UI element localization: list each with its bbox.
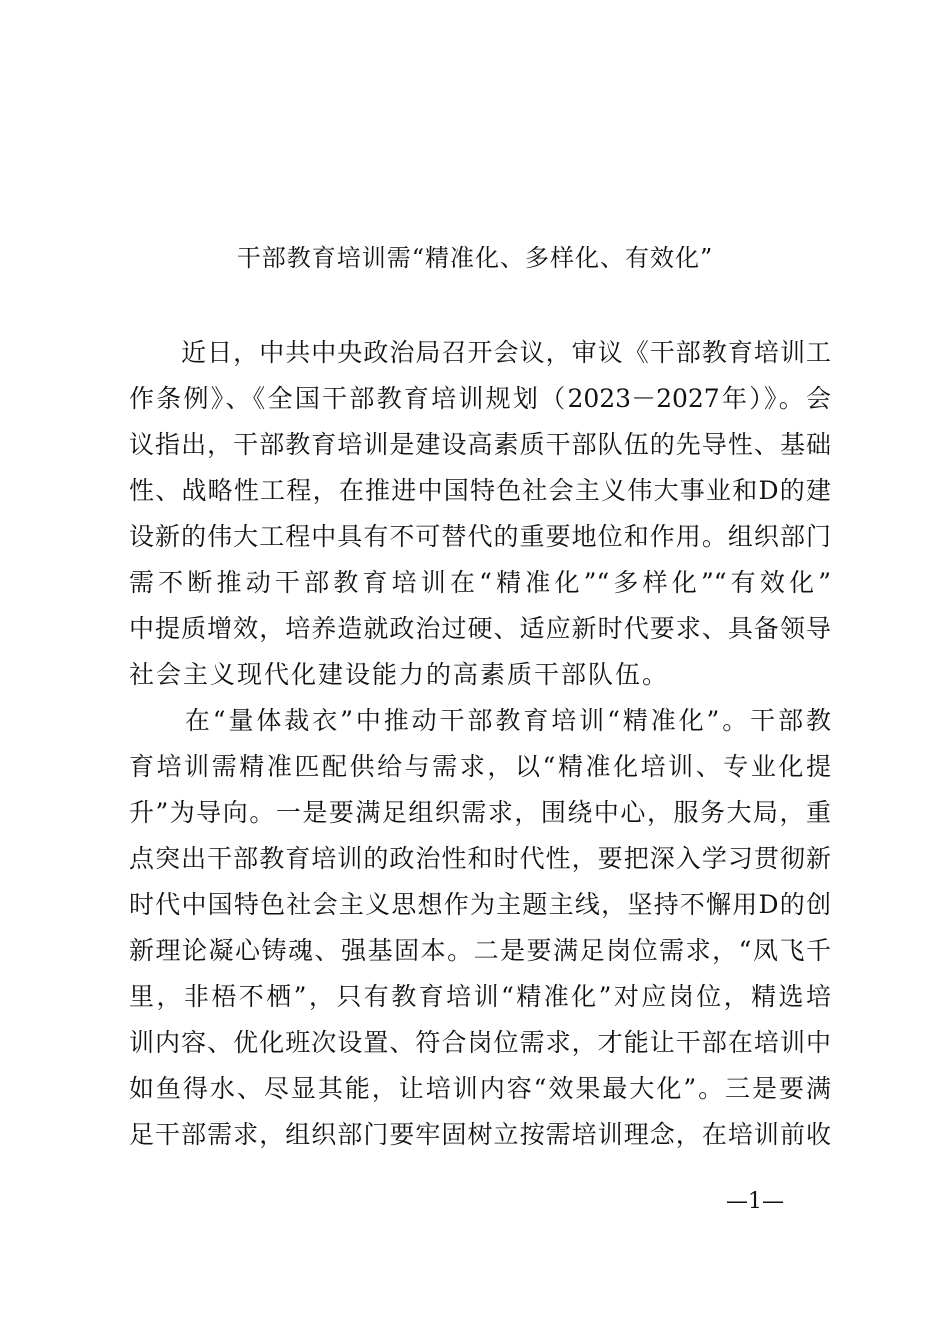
paragraph-2	[129, 698, 831, 1158]
text-line: 升”为导向。一是要满足组织需求，围绕中心，服务大局，重	[129, 798, 831, 827]
text-line: 如鱼得水、尽显其能，让培训内容“效果最大化”。三是要满	[129, 1074, 831, 1103]
text-line: 需不断推动干部教育培训在“精准化”“多样化”“有效化”	[129, 568, 831, 597]
text-line: 议指出，干部教育培训是建设高素质干部队伍的先导性、基础	[129, 430, 831, 459]
page-number: —1—	[726, 1189, 784, 1214]
text-line: 时代中国特色社会主义思想作为主题主线，坚持不懈用D的创	[129, 890, 831, 919]
text-line: 在“量体裁衣”中推动干部教育培训“精准化”。干部教	[129, 706, 831, 735]
text-line: 足干部需求，组织部门要牢固树立按需培训理念，在培训前收	[129, 1120, 831, 1149]
document-title: 干部教育培训需“精准化、多样化、有效化”	[236, 244, 714, 272]
text-line: 社会主义现代化建设能力的高素质干部队伍。	[129, 660, 670, 689]
text-line: 育培训需精准匹配供给与需求，以“精准化培训、专业化提	[129, 752, 831, 781]
text-line: 点突出干部教育培训的政治性和时代性，要把深入学习贯彻新	[129, 844, 831, 873]
text-line: 里，非梧不栖”，只有教育培训“精准化”对应岗位，精选培	[129, 982, 831, 1011]
text-line: 新理论凝心铸魂、强基固本。二是要满足岗位需求，“凤飞千	[129, 936, 831, 965]
text-line: 性、战略性工程，在推进中国特色社会主义伟大事业和D的建	[129, 476, 831, 505]
paragraph-1	[129, 330, 831, 698]
text-line: 设新的伟大工程中具有不可替代的重要地位和作用。组织部门	[129, 522, 831, 551]
document-body	[129, 330, 831, 1158]
text-line: 训内容、优化班次设置、符合岗位需求，才能让干部在培训中	[129, 1028, 831, 1057]
text-line: 中提质增效，培养造就政治过硬、适应新时代要求、具备领导	[129, 614, 831, 643]
text-line: 作条例》、《全国干部教育培训规划（2023－2027年）》。会	[129, 384, 831, 413]
text-line: 近日，中共中央政治局召开会议，审议《干部教育培训工	[129, 338, 831, 367]
